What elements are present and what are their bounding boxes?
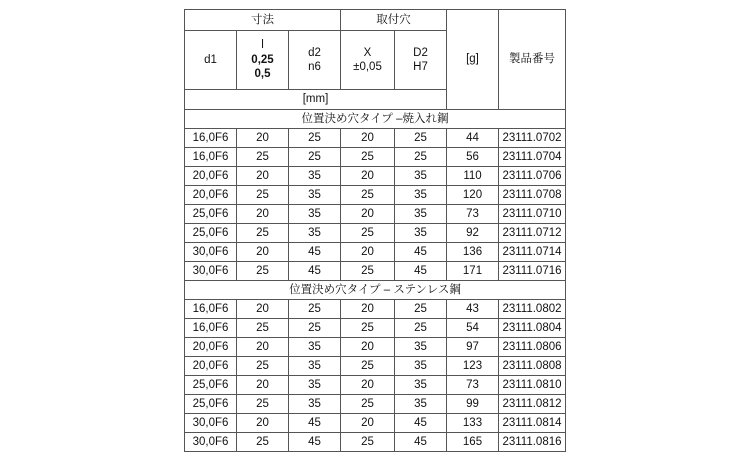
weight-cell: 110 [447, 167, 499, 186]
l-cell: 20 [237, 300, 289, 319]
D2-cell: 35 [395, 167, 447, 186]
d2-cell: 45 [289, 262, 341, 281]
d1-cell: 20,0F6 [185, 357, 237, 376]
spec-table [184, 9, 566, 452]
d1-cell: 30,0F6 [185, 433, 237, 452]
table-row [185, 224, 566, 243]
x-header [341, 31, 395, 90]
weight-cell: 92 [447, 224, 499, 243]
d2-cell: 45 [289, 433, 341, 452]
D2-cell: 35 [395, 338, 447, 357]
x-cell: 25 [341, 262, 395, 281]
weight-cell: 99 [447, 395, 499, 414]
D2-header [395, 31, 447, 90]
l-cell: 25 [237, 433, 289, 452]
l-cell: 20 [237, 376, 289, 395]
d2-cell: 35 [289, 224, 341, 243]
d2-cell: 25 [289, 148, 341, 167]
weight-cell: 136 [447, 243, 499, 262]
part-number-cell: 23111.0816 [499, 433, 566, 452]
d2-cell: 35 [289, 376, 341, 395]
x-cell: 25 [341, 357, 395, 376]
weight-cell: 120 [447, 186, 499, 205]
x-header-symbol: X [363, 46, 372, 59]
weight-cell: 56 [447, 148, 499, 167]
weight-cell: 133 [447, 414, 499, 433]
d2-cell: 35 [289, 395, 341, 414]
table-row [185, 357, 566, 376]
d2-cell: 25 [289, 319, 341, 338]
weight-cell: 73 [447, 376, 499, 395]
part-number-cell: 23111.0716 [499, 262, 566, 281]
table-row [185, 243, 566, 262]
weight-cell: 123 [447, 357, 499, 376]
part-number-cell: 23111.0810 [499, 376, 566, 395]
x-cell: 25 [341, 395, 395, 414]
part-number-cell: 23111.0808 [499, 357, 566, 376]
l-header-tol-upper: 0,25 [251, 53, 274, 66]
part-number-cell: 23111.0714 [499, 243, 566, 262]
table-row [185, 186, 566, 205]
x-cell: 25 [341, 224, 395, 243]
weight-cell: 44 [447, 129, 499, 148]
part-number-cell: 23111.0710 [499, 205, 566, 224]
d1-cell: 16,0F6 [185, 148, 237, 167]
x-cell: 25 [341, 433, 395, 452]
weight-cell: 165 [447, 433, 499, 452]
d1-cell: 16,0F6 [185, 129, 237, 148]
table-row [185, 376, 566, 395]
l-cell: 25 [237, 224, 289, 243]
part-number-header: 製品番号 [499, 10, 566, 110]
part-number-cell: 23111.0706 [499, 167, 566, 186]
D2-cell: 35 [395, 224, 447, 243]
d1-cell: 30,0F6 [185, 243, 237, 262]
D2-header-fit: H7 [413, 61, 428, 73]
table-row [185, 395, 566, 414]
l-header [237, 31, 289, 90]
table-row [185, 167, 566, 186]
l-cell: 20 [237, 338, 289, 357]
weight-cell: 73 [447, 205, 499, 224]
section-title-row [185, 110, 566, 129]
D2-cell: 35 [395, 376, 447, 395]
d2-cell: 35 [289, 186, 341, 205]
table-row [185, 129, 566, 148]
D2-cell: 25 [395, 319, 447, 338]
weight-header: [g] [447, 10, 499, 110]
d2-cell: 35 [289, 357, 341, 376]
x-header-tolerance: ±0,05 [353, 61, 382, 73]
section-title: 位置決め穴タイプ –焼入れ鋼 [185, 110, 566, 129]
d1-cell: 20,0F6 [185, 338, 237, 357]
table-body [185, 110, 566, 452]
d2-header [289, 31, 341, 90]
d1-cell: 30,0F6 [185, 414, 237, 433]
d1-cell: 30,0F6 [185, 262, 237, 281]
section-title: 位置決め穴タイプ – ステンレス鋼 [185, 281, 566, 300]
x-cell: 20 [341, 167, 395, 186]
d2-cell: 35 [289, 338, 341, 357]
x-cell: 20 [341, 243, 395, 262]
D2-cell: 35 [395, 205, 447, 224]
x-cell: 20 [341, 376, 395, 395]
weight-cell: 97 [447, 338, 499, 357]
weight-cell: 54 [447, 319, 499, 338]
part-number-cell: 23111.0708 [499, 186, 566, 205]
table-row [185, 300, 566, 319]
part-number-cell: 23111.0704 [499, 148, 566, 167]
x-cell: 20 [341, 129, 395, 148]
l-cell: 25 [237, 357, 289, 376]
x-cell: 20 [341, 414, 395, 433]
d2-header-symbol: d2 [308, 46, 321, 59]
l-cell: 20 [237, 167, 289, 186]
part-number-cell: 23111.0802 [499, 300, 566, 319]
d1-cell: 25,0F6 [185, 205, 237, 224]
x-cell: 20 [341, 338, 395, 357]
weight-cell: 171 [447, 262, 499, 281]
part-number-cell: 23111.0702 [499, 129, 566, 148]
l-cell: 25 [237, 186, 289, 205]
x-cell: 25 [341, 319, 395, 338]
weight-cell: 43 [447, 300, 499, 319]
D2-cell: 25 [395, 300, 447, 319]
l-cell: 20 [237, 129, 289, 148]
l-cell: 20 [237, 205, 289, 224]
d1-cell: 16,0F6 [185, 300, 237, 319]
table-row [185, 433, 566, 452]
D2-cell: 35 [395, 186, 447, 205]
table-row [185, 338, 566, 357]
l-header-tol-lower: 0,5 [254, 68, 271, 81]
d2-cell: 45 [289, 414, 341, 433]
mounting-hole-group-header: 取付穴 [341, 10, 447, 31]
section-title-row [185, 281, 566, 300]
d2-cell: 25 [289, 129, 341, 148]
unit-mm-header: [mm] [185, 90, 447, 110]
d2-cell: 45 [289, 243, 341, 262]
table-row [185, 262, 566, 281]
d2-cell: 35 [289, 167, 341, 186]
d2-header-fit: n6 [308, 61, 321, 73]
l-header-symbol: l [261, 39, 264, 52]
part-number-cell: 23111.0812 [499, 395, 566, 414]
l-cell: 25 [237, 395, 289, 414]
table-header [185, 10, 566, 110]
D2-cell: 35 [395, 395, 447, 414]
x-cell: 20 [341, 300, 395, 319]
table-row [185, 319, 566, 338]
d1-cell: 16,0F6 [185, 319, 237, 338]
l-cell: 25 [237, 262, 289, 281]
x-cell: 20 [341, 205, 395, 224]
l-cell: 25 [237, 148, 289, 167]
l-cell: 20 [237, 243, 289, 262]
D2-cell: 45 [395, 243, 447, 262]
x-cell: 25 [341, 148, 395, 167]
D2-cell: 25 [395, 148, 447, 167]
x-cell: 25 [341, 186, 395, 205]
dimensions-group-header: 寸法 [185, 10, 341, 31]
part-number-cell: 23111.0806 [499, 338, 566, 357]
d1-header: d1 [185, 31, 237, 90]
l-cell: 20 [237, 414, 289, 433]
d1-cell: 25,0F6 [185, 376, 237, 395]
d2-cell: 25 [289, 300, 341, 319]
D2-cell: 35 [395, 357, 447, 376]
table-row [185, 205, 566, 224]
d2-cell: 35 [289, 205, 341, 224]
D2-header-symbol: D2 [413, 46, 428, 59]
D2-cell: 45 [395, 433, 447, 452]
d1-cell: 20,0F6 [185, 167, 237, 186]
part-number-cell: 23111.0814 [499, 414, 566, 433]
D2-cell: 25 [395, 129, 447, 148]
table-row [185, 414, 566, 433]
part-number-cell: 23111.0712 [499, 224, 566, 243]
D2-cell: 45 [395, 414, 447, 433]
l-cell: 25 [237, 319, 289, 338]
d1-cell: 25,0F6 [185, 395, 237, 414]
part-number-cell: 23111.0804 [499, 319, 566, 338]
D2-cell: 45 [395, 262, 447, 281]
table-row [185, 148, 566, 167]
d1-cell: 20,0F6 [185, 186, 237, 205]
d1-cell: 25,0F6 [185, 224, 237, 243]
